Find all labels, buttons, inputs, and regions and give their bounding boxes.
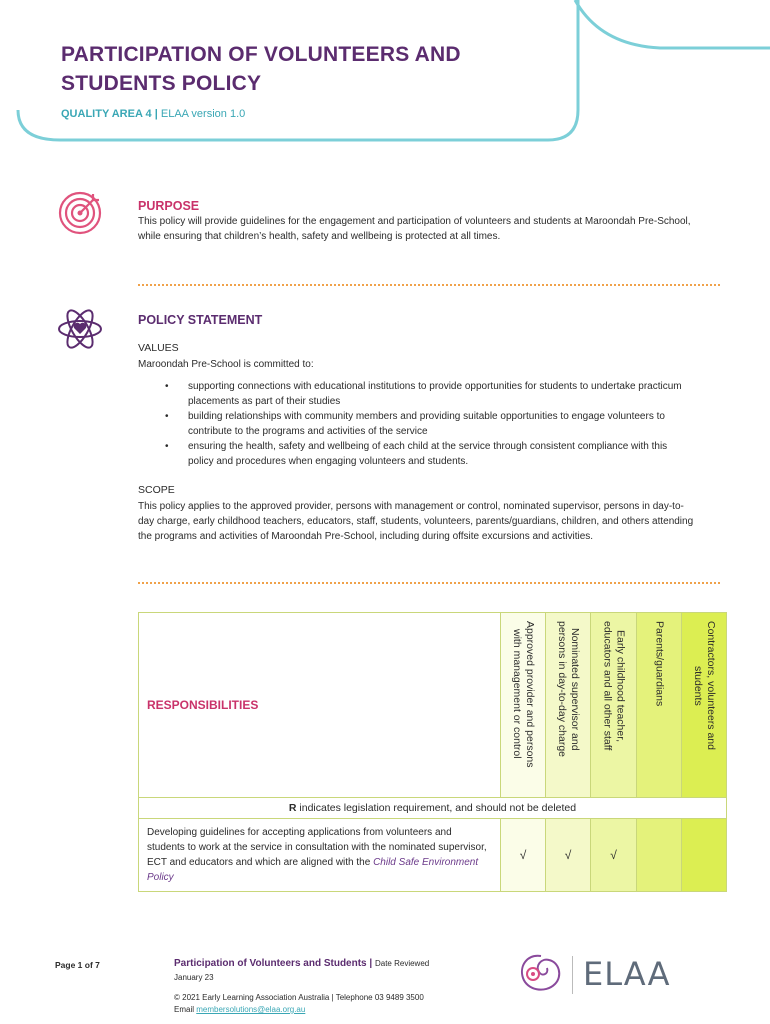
section-divider — [138, 582, 720, 584]
list-item: • ensuring the health, safety and wellbeing of each child at the service through consistent compliance with this policy and procedures when engaging volunteers and students. — [150, 439, 690, 469]
mark-cell: √ — [501, 819, 546, 892]
column-header-label: Parents/guardians — [653, 621, 666, 707]
scope-label: SCOPE — [138, 484, 175, 496]
task-text: Developing guidelines for accepting applications from volunteers and students to work at the service in consultation with the nominated supervisor, ECT and educators and which are aligned with the — [147, 827, 487, 868]
responsibilities-table — [138, 612, 727, 892]
elaa-logo-icon — [515, 950, 567, 998]
list-item: • building relationships with community members and providing suitable opportunities to engage volunteers to contribute to the programs and activities of the service — [150, 409, 690, 439]
column-header-label: Early childhood teacher, educators and all other staff — [601, 621, 627, 751]
email-label: Email — [174, 1005, 195, 1014]
logo-divider — [572, 956, 573, 994]
values-label: VALUES — [138, 342, 179, 354]
table-header-row — [139, 613, 727, 798]
quality-area-label: QUALITY AREA 4 | — [61, 108, 158, 120]
column-header — [546, 613, 591, 798]
copyright: © 2021 Early Learning Association Australia | Telephone 03 9489 3500 — [174, 993, 424, 1002]
list-item: • supporting connections with educational institutions to provide opportunities for students to undertake practicum placements as part of their studies — [150, 379, 690, 409]
table-row — [139, 819, 727, 892]
mark-cell — [637, 819, 682, 892]
purpose-heading: PURPOSE — [138, 199, 200, 213]
column-header — [501, 613, 546, 798]
target-icon — [57, 190, 103, 236]
policy-statement-heading: POLICY STATEMENT — [138, 313, 263, 327]
atom-heart-icon — [55, 304, 105, 354]
values-intro: Maroondah Pre-School is committed to: — [138, 359, 314, 370]
legend-cell — [139, 798, 727, 819]
page-number: Page 1 of 7 — [55, 960, 100, 970]
mark-cell — [682, 819, 727, 892]
date-reviewed: January 23 — [174, 973, 214, 982]
responsibilities-heading: RESPONSIBILITIES — [139, 613, 501, 798]
footer-email — [174, 1005, 305, 1014]
column-header-label: Approved provider and persons with management or control — [511, 621, 536, 768]
legend-text: indicates legislation requirement, and should not be deleted — [296, 802, 577, 814]
column-header-label: Nominated supervisor and persons in day-to-day charge — [556, 621, 581, 757]
task-cell — [139, 819, 501, 892]
date-reviewed-label: Date Reviewed — [374, 959, 430, 968]
column-header — [682, 613, 727, 798]
footer-doc-title: Participation of Volunteers and Students | — [174, 958, 373, 969]
version-label: ELAA version 1.0 — [160, 108, 246, 120]
mark-cell: √ — [546, 819, 591, 892]
footer-title — [174, 958, 429, 969]
column-header — [637, 613, 682, 798]
section-divider — [138, 284, 720, 286]
page-title: PARTICIPATION OF VOLUNTEERS AND STUDENTS POLICY — [61, 43, 461, 95]
email-link[interactable]: membersolutions@elaa.org.au — [196, 1005, 306, 1014]
mark-cell: √ — [591, 819, 637, 892]
values-list — [150, 379, 690, 469]
scope-text: This policy applies to the approved provider, persons with management or control, nominated supervisor, persons in day-to-day charge, early childhood teachers, educators, staff, students, volunteers, parents/guardians, children, and others attending the programs and activities of Maroondah Pre-School, including during offsite excursions and activities. — [138, 501, 694, 542]
elaa-logo-text: ELAA — [583, 955, 671, 993]
legend-bold: R — [288, 802, 297, 814]
purpose-text: This policy will provide guidelines for the engagement and participation of volunteers and students at Maroondah Pre-School, while ensuring that children’s health, safety and wellbeing is protected at all times. — [138, 216, 691, 242]
column-header — [591, 613, 637, 798]
subtitle — [61, 108, 245, 120]
column-header-label: Contractors, volunteers and students — [692, 621, 717, 750]
legend-row — [139, 798, 727, 819]
policy-link[interactable]: Child Safe Environment Policy — [147, 857, 479, 883]
